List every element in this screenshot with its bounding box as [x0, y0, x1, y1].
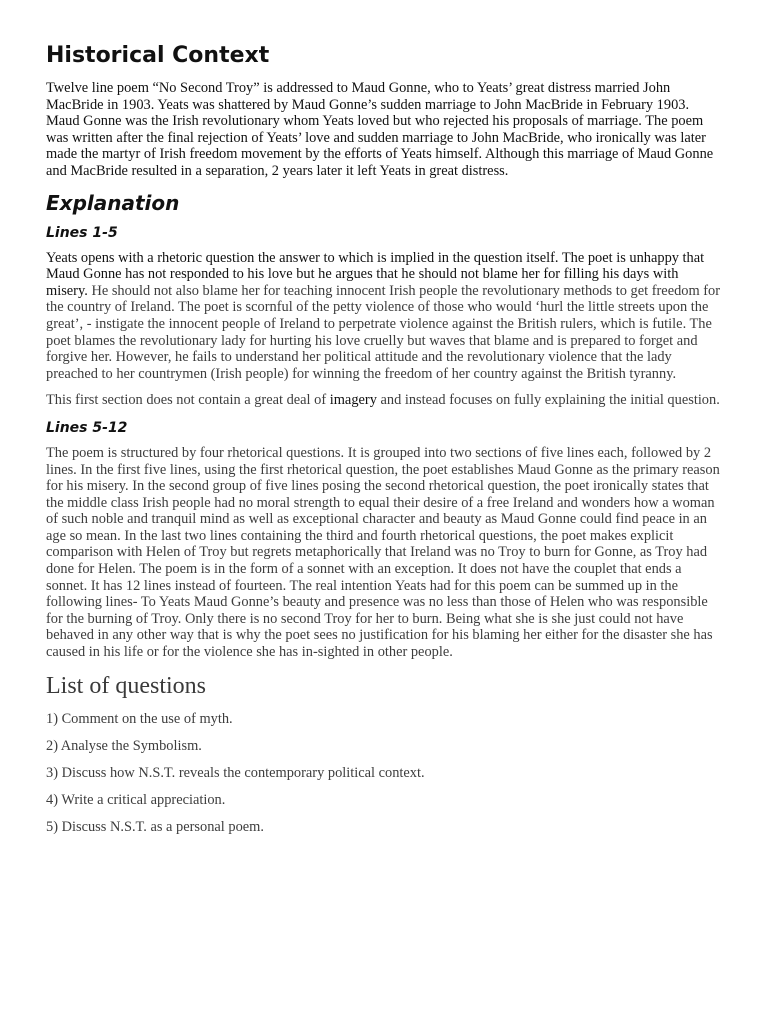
lines-5-12-heading: Lines 5-12: [46, 419, 128, 436]
question-item: 1) Comment on the use of myth.: [46, 710, 233, 727]
list-of-questions-heading: List of questions: [46, 672, 206, 699]
explanation-heading: Explanation: [46, 190, 180, 215]
historical-context-paragraph: Twelve line poem “No Second Troy” is addressed to Maud Gonne, who to Yeats’ great distress married John MacBride in 1903. Yeats was shattered by Maud Gonne’s sudden marriage to John MacBride in February 1903. Maud Gonne was the Irish revolutionary whom Yeats loved but who rejected his proposals of marriage. The poem was written after the final rejection of Yeats’ love and sudden marriage to John MacBride, who ironically was later made the martyr of Irish freedom movement by the efforts of Yeats himself. Although this marriage of Maud Gonne and MacBride resulted in a separation, 2 years later it left Yeats in great distress.: [46, 80, 714, 179]
lines-1-5-heading: Lines 1-5: [46, 224, 118, 241]
first-section-text-before: This first section does not contain a great deal of: [46, 392, 330, 409]
lines-1-5-intro-text: Yeats opens with a rhetoric question the answer to which is implied in the question itself. The poet is unhappy that Maud Gonne has not responded to his love but he argues that he should not blame her for filling his days with misery.: [46, 249, 705, 299]
lines-1-5-body-text: He should not also blame her for teaching innocent Irish people the revolutionary methods to get freedom for the country of Ireland. The poet is scornful of the petty violence of those who would ‘hurl the little streets upon the great’, - instigate the innocent people of Ireland to perpetrate violence against the British rulers, which is futile. The poet blames the revolutionary lady for hurting his love cruelly but waves that blame and is prepared to forget and forgive her. However, he fails to understand her political attitude and the revolutionary violence that the lady preached to her countrymen (Irish people) for winning the freedom of her country against the British tyranny.: [46, 282, 721, 382]
lines-1-5-paragraph: [46, 250, 722, 383]
question-item: 5) Discuss N.S.T. as a personal poem.: [46, 819, 264, 835]
historical-context-heading: Historical Context: [46, 43, 270, 68]
imagery-link[interactable]: imagery: [329, 392, 377, 409]
lines-5-12-paragraph: The poem is structured by four rhetorical questions. It is grouped into two sections of five lines each, followed by 2 lines. In the first five lines, using the first rhetorical question, the poet establishes Maud Gonne as the primary reason for his misery. In the second group of five lines posing the second rhetorical question, the poet ironically states that the middle class Irish people had no moral strength to equal their desire of a free Ireland and wonders how a woman of such noble and tranquil mind as well as exceptional character and beauty as Maud Gonne could find peace in an age so mean. In the last two lines containing the third and fourth rhetorical questions, the poet makes explicit comparison with Helen of Troy but regrets metaphorically that Ireland was no Troy to burn for Gonne, as Troy had done for Helen. The poem is in the form of a sonnet with an exception. It does not have the couplet that ends a sonnet. It has 12 lines instead of fourteen. The real intention Yeats had for this poem can be summed up in the following lines- To Yeats Maud Gonne’s beauty and presence was no less than those of Helen who was responsible for the burning of Troy. Only there is no second Troy for her to burn. Being what she is she just could not have behaved in any other way that is why the poet sees no justification for his blaming her either for the disaster she has caused in his life or for the violence she has in-sighted in other people.: [46, 444, 720, 661]
first-section-paragraph: [46, 392, 722, 409]
question-item: 2) Analyse the Symbolism.: [46, 737, 202, 754]
question-item: 4) Write a critical appreciation.: [46, 791, 226, 808]
question-item: 3) Discuss how N.S.T. reveals the contemporary political context.: [46, 764, 425, 781]
first-section-text-after: and instead focuses on fully explaining the initial question.: [376, 392, 720, 409]
